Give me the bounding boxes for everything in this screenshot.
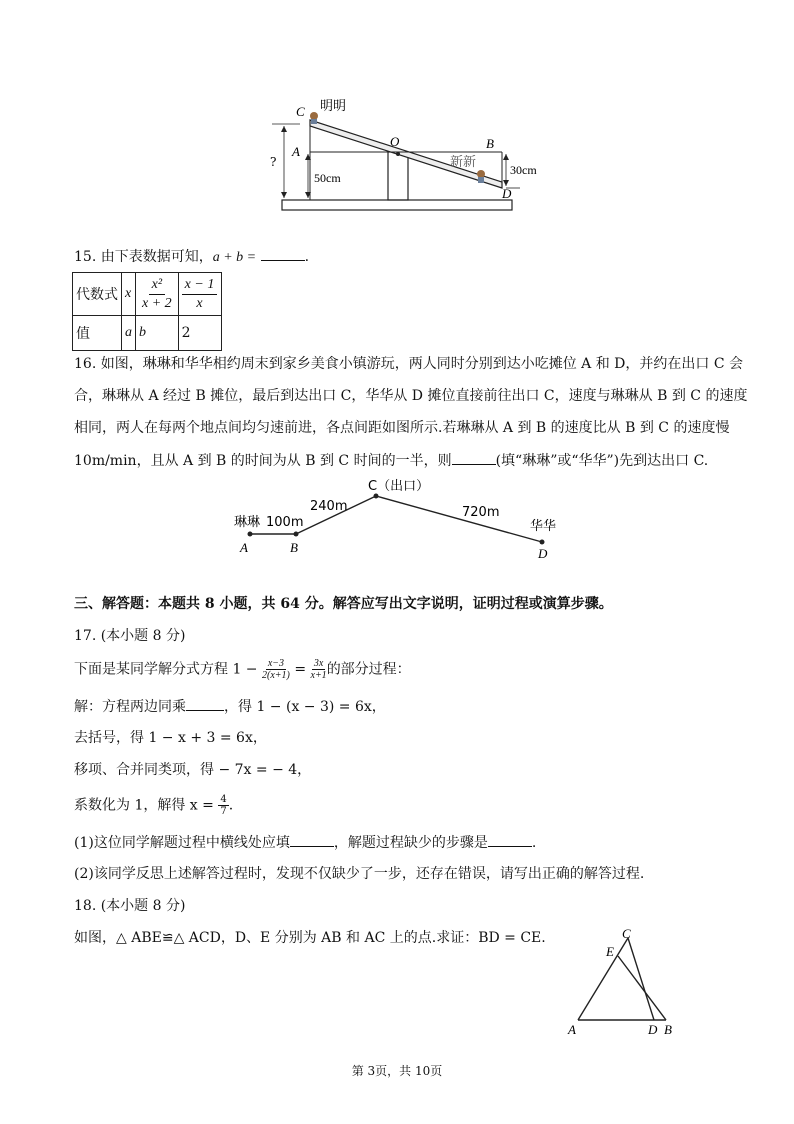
label-a: A: [240, 540, 248, 555]
q17-head: 17. (本小题 8 分): [74, 628, 186, 644]
label-c-exit: C（出口）: [368, 479, 430, 494]
q17-step1: 解：方程两边同乘 ，得 1 − (x − 3) = 6x，: [74, 696, 386, 717]
page-footer: 第 3页，共 10页: [351, 1064, 443, 1078]
table-cell: x: [122, 273, 136, 316]
q17-step3: 移项、合并同类项，得 − 7x = − 4，: [74, 762, 312, 778]
point-c: [374, 494, 379, 499]
q16-line3: 相同，两人在每两个地点间均匀速前进，各点间距如图所示.若琳琳从 A 到 B 的速度比从 B 到 C 的速度慢: [74, 420, 730, 436]
answer-blank[interactable]: [261, 246, 305, 261]
pivot-point: [396, 152, 400, 156]
q18-stem: 如图，△ ABE≌△ ACD，D、E 分别为 AB 和 AC 上的点.求证：BD = CE.: [74, 930, 546, 946]
q17-sub1: (1)这位同学解题过程中横线处应填 ，解题过程缺少的步骤是 .: [74, 832, 536, 853]
side-cd: [628, 938, 654, 1020]
point-b: [294, 532, 299, 537]
answer-blank[interactable]: [186, 696, 224, 711]
table-cell: 2: [178, 316, 221, 351]
side-be: [618, 956, 666, 1020]
label-b: B: [486, 136, 494, 151]
dim-unknown: ?: [270, 155, 277, 169]
table-cell: $\frac{\text{x²}}{x + 2}$: [136, 273, 179, 316]
q15-table: [72, 272, 222, 351]
point-d: [540, 540, 545, 545]
table-cell: 值: [73, 316, 122, 351]
triangle-figure: [562, 926, 692, 1038]
fulcrum: [388, 152, 408, 200]
q17-sub2: (2)该同学反思上述解答过程时，发现不仅缺少了一步，还存在错误，请写出正确的解答过程.: [74, 866, 645, 882]
q16-line1: 16. 如图，琳琳和华华相约周末到家乡美食小镇游玩，两人同时分别到达小吃摊位 A 和 D，并约在出口 C 会: [74, 356, 744, 372]
q17-step2: 去括号，得 1 − x + 3 = 6x，: [74, 730, 267, 746]
label-xinxin: 新新: [450, 155, 477, 170]
label-a: A: [568, 1022, 576, 1037]
label-c: C: [296, 104, 305, 119]
label-e: E: [606, 944, 614, 959]
label-b: B: [664, 1022, 672, 1037]
seesaw-figure: [262, 96, 537, 216]
dist-ab: 100m: [266, 515, 304, 530]
label-c: C: [622, 926, 631, 941]
label-a: A: [292, 144, 300, 159]
answer-blank[interactable]: [452, 450, 496, 465]
q16-line2: 合，琳琳从 A 经过 B 摊位，最后到达出口 C，华华从 D 摊位直接前往出口 C，速度与琳琳从 B 到 C 的速度: [74, 388, 748, 404]
label-d: D: [538, 546, 548, 561]
label-linlin: 琳琳: [234, 515, 261, 530]
q15-stem: 15. 由下表数据可知，a + b = .: [74, 246, 309, 268]
q17-step4: 系数化为 1，解得 x = $\frac{4}{7}$ .: [74, 794, 234, 817]
q18-head: 18. (本小题 8 分): [74, 898, 186, 914]
table-cell: b: [136, 316, 179, 351]
section-title: 三、解答题：本题共 8 小题，共 64 分。解答应写出文字说明，证明过程或演算步骤。: [74, 596, 613, 612]
person-mingming-icon: [310, 112, 318, 124]
label-d: D: [502, 186, 512, 201]
person-xinxin-icon: [477, 170, 485, 183]
q17-intro: 下面是某同学解分式方程 1 − $\frac{x-3}{2(x+1)}$ = $\frac{3x}{x+1}$ 的部分过程：: [74, 658, 411, 681]
side-ac: [578, 938, 628, 1020]
label-huahua: 华华: [530, 519, 557, 534]
point-a: [248, 532, 253, 537]
route-figure: [230, 476, 570, 562]
segment-cd: [376, 496, 542, 542]
answer-blank[interactable]: [488, 832, 532, 847]
label-d: D: [648, 1022, 658, 1037]
table-cell: 代数式: [73, 273, 122, 316]
label-o: O: [390, 134, 400, 149]
dist-cd: 720m: [462, 505, 500, 520]
q16-line4: 10m/min，且从 A 到 B 的时间为从 B 到 C 时间的一半，则 (填“琳琳”或“华华”)先到达出口 C.: [74, 450, 708, 471]
answer-blank[interactable]: [290, 832, 334, 847]
ground: [282, 200, 512, 210]
label-mingming: 明明: [320, 99, 347, 114]
dist-bc: 240m: [310, 499, 348, 514]
table-cell: a: [122, 316, 136, 351]
label-b: B: [290, 540, 298, 555]
dim-30: 30cm: [510, 163, 537, 177]
table-cell: $\frac{x - 1}{x}$: [178, 273, 221, 316]
dim-50: 50cm: [314, 171, 341, 185]
